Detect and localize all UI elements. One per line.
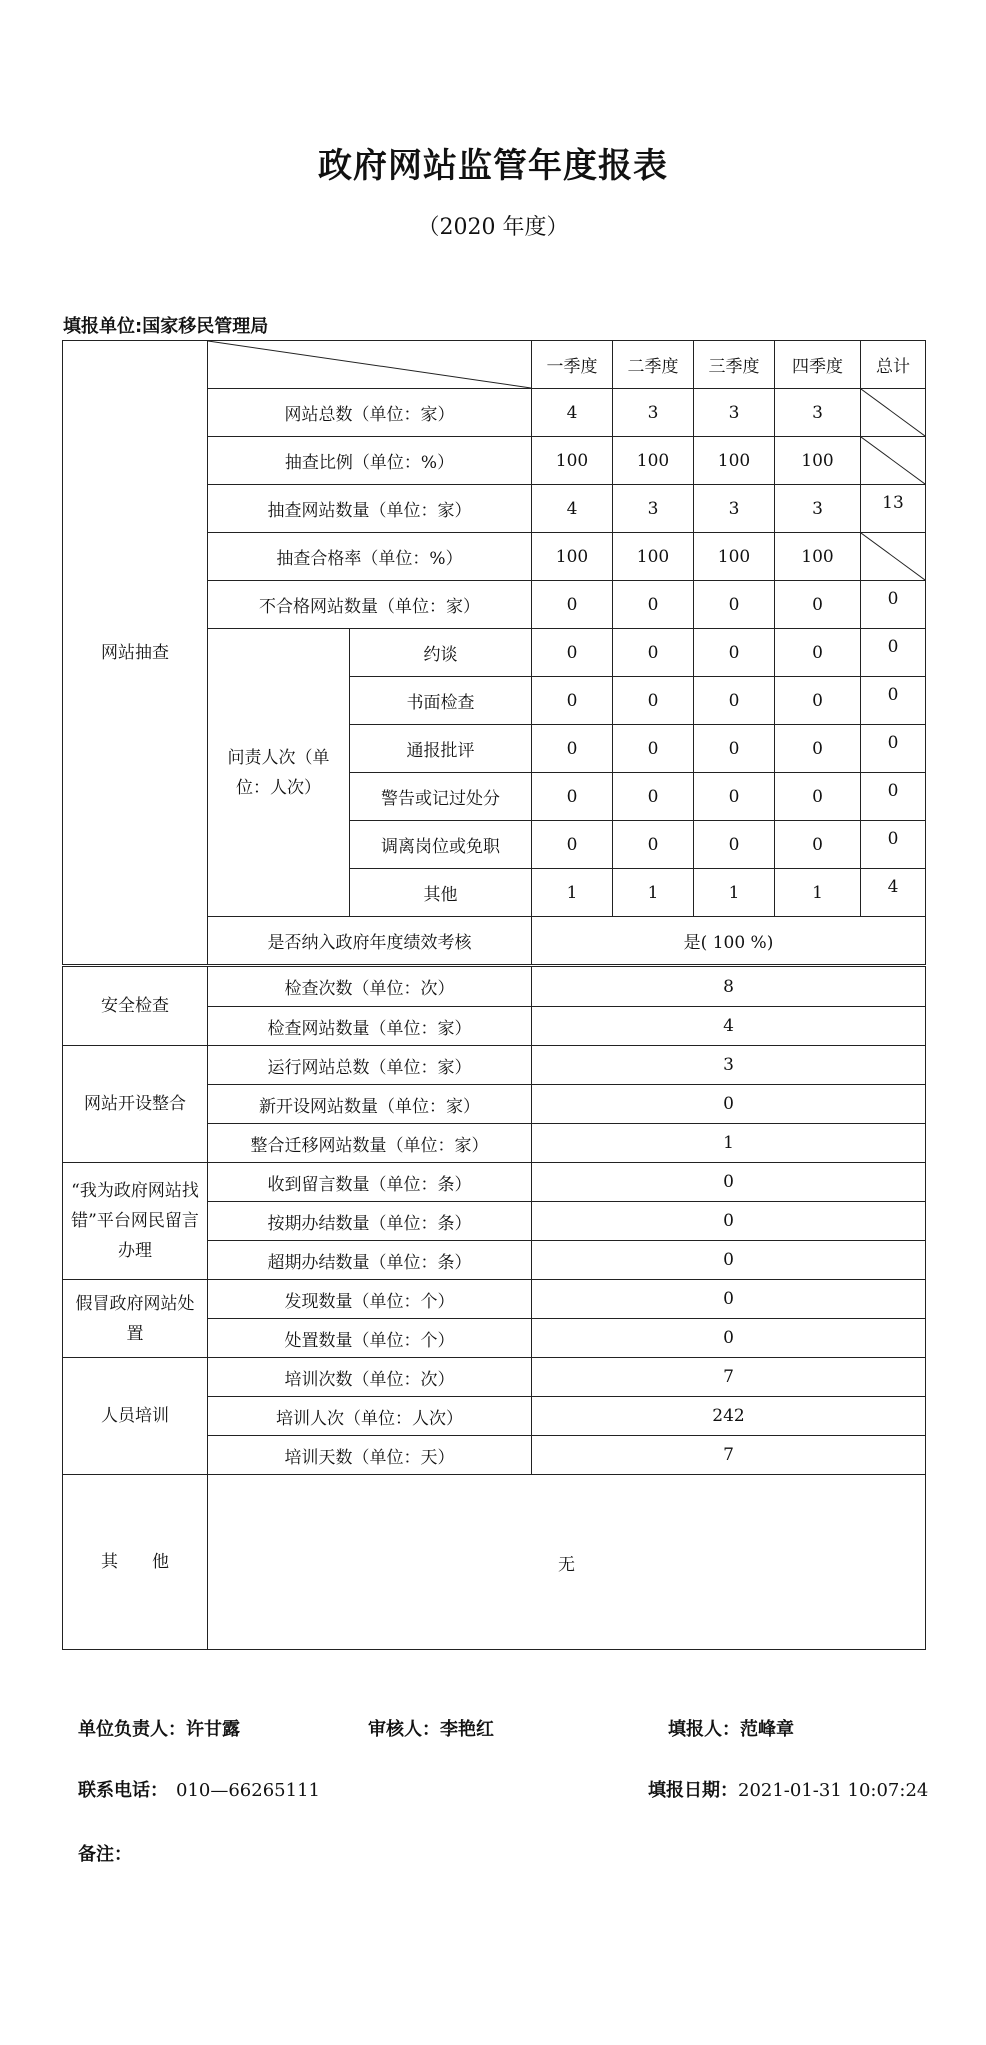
cell-q4: 0 bbox=[775, 821, 861, 869]
cell-total: 0 bbox=[861, 821, 926, 869]
category-spot-check: 网站抽查 bbox=[63, 341, 208, 965]
category-fake-sites: 假冒政府网站处置 bbox=[63, 1280, 208, 1358]
category-training: 人员培训 bbox=[63, 1358, 208, 1475]
cell-q2: 0 bbox=[613, 677, 694, 725]
report-table-lower bbox=[62, 966, 926, 1650]
reviewer-name: 李艳红 bbox=[440, 1719, 494, 1740]
cell-total: 0 bbox=[861, 581, 926, 629]
cell-q3: 100 bbox=[694, 533, 775, 581]
category-security: 安全检查 bbox=[63, 967, 208, 1046]
cell-q3: 3 bbox=[694, 485, 775, 533]
table-row bbox=[63, 1046, 926, 1085]
other-value: 无 bbox=[208, 1475, 926, 1650]
leader-label: 单位负责人： bbox=[78, 1719, 186, 1740]
assessment-value: 是( 100 %) bbox=[532, 917, 926, 965]
cell-value: 0 bbox=[532, 1085, 926, 1124]
row-label: 培训人次（单位：人次） bbox=[208, 1397, 532, 1436]
cell-value: 242 bbox=[532, 1397, 926, 1436]
cell-q2: 100 bbox=[613, 437, 694, 485]
cell-q2: 0 bbox=[613, 581, 694, 629]
cell-q2: 3 bbox=[613, 389, 694, 437]
total-diagonal-cell bbox=[861, 389, 926, 437]
cell-value: 0 bbox=[532, 1241, 926, 1280]
category-other: 其 他 bbox=[63, 1475, 208, 1650]
footer-date bbox=[648, 1776, 928, 1802]
cell-q1: 4 bbox=[532, 389, 613, 437]
date-value: 2021-01-31 10:07:24 bbox=[738, 1780, 929, 1801]
row-label: 调离岗位或免职 bbox=[350, 821, 532, 869]
cell-q1: 4 bbox=[532, 485, 613, 533]
table-row bbox=[63, 1163, 926, 1202]
cell-value: 0 bbox=[532, 1280, 926, 1319]
table-row bbox=[63, 967, 926, 1007]
cell-value: 0 bbox=[532, 1319, 926, 1358]
cell-q1: 0 bbox=[532, 677, 613, 725]
header-q3: 三季度 bbox=[694, 341, 775, 389]
phone-number: 010—66265111 bbox=[176, 1780, 320, 1801]
row-label: 处置数量（单位：个） bbox=[208, 1319, 532, 1358]
cell-total: 4 bbox=[861, 869, 926, 917]
row-label: 抽查合格率（单位：%） bbox=[208, 533, 532, 581]
cell-value: 8 bbox=[532, 967, 926, 1007]
cell-q1: 0 bbox=[532, 821, 613, 869]
cell-q3: 1 bbox=[694, 869, 775, 917]
table-header-row bbox=[63, 341, 926, 389]
cell-q2: 100 bbox=[613, 533, 694, 581]
cell-value: 1 bbox=[532, 1124, 926, 1163]
cell-value: 0 bbox=[532, 1163, 926, 1202]
cell-q4: 3 bbox=[775, 485, 861, 533]
cell-q4: 0 bbox=[775, 725, 861, 773]
report-title: 政府网站监管年度报表 bbox=[318, 146, 668, 186]
row-label: 超期办结数量（单位：条） bbox=[208, 1241, 532, 1280]
cell-q3: 0 bbox=[694, 581, 775, 629]
cell-q2: 0 bbox=[613, 821, 694, 869]
cell-q2: 3 bbox=[613, 485, 694, 533]
phone-label: 联系电话： bbox=[78, 1780, 168, 1801]
cell-value: 0 bbox=[532, 1202, 926, 1241]
row-label: 抽查网站数量（单位：家） bbox=[208, 485, 532, 533]
row-label: 其他 bbox=[350, 869, 532, 917]
header-diagonal-cell bbox=[208, 341, 532, 389]
cell-q2: 1 bbox=[613, 869, 694, 917]
header-q1: 一季度 bbox=[532, 341, 613, 389]
cell-value: 3 bbox=[532, 1046, 926, 1085]
date-label: 填报日期： bbox=[648, 1780, 738, 1801]
row-label: 书面检查 bbox=[350, 677, 532, 725]
reviewer-label: 审核人： bbox=[368, 1719, 440, 1740]
reporting-unit: 填报单位:国家移民管理局 bbox=[63, 316, 269, 337]
row-label: 培训天数（单位：天） bbox=[208, 1436, 532, 1475]
cell-q3: 0 bbox=[694, 821, 775, 869]
total-diagonal-cell bbox=[861, 437, 926, 485]
row-label: 约谈 bbox=[350, 629, 532, 677]
cell-q4: 100 bbox=[775, 533, 861, 581]
footer-remark bbox=[78, 1840, 132, 1866]
row-label: 检查次数（单位：次） bbox=[208, 967, 532, 1007]
cell-total: 0 bbox=[861, 677, 926, 725]
cell-q4: 0 bbox=[775, 773, 861, 821]
row-label: 培训次数（单位：次） bbox=[208, 1358, 532, 1397]
cell-q1: 100 bbox=[532, 437, 613, 485]
cell-q3: 0 bbox=[694, 677, 775, 725]
cell-q4: 100 bbox=[775, 437, 861, 485]
cell-q1: 1 bbox=[532, 869, 613, 917]
cell-q1: 100 bbox=[532, 533, 613, 581]
cell-q2: 0 bbox=[613, 773, 694, 821]
cell-q3: 0 bbox=[694, 629, 775, 677]
cell-q3: 3 bbox=[694, 389, 775, 437]
footer-filler bbox=[668, 1715, 794, 1741]
row-label: 新开设网站数量（单位：家） bbox=[208, 1085, 532, 1124]
cell-q3: 0 bbox=[694, 725, 775, 773]
row-label: 检查网站数量（单位：家） bbox=[208, 1007, 532, 1046]
assessment-label: 是否纳入政府年度绩效考核 bbox=[208, 917, 532, 965]
row-label: 通报批评 bbox=[350, 725, 532, 773]
accountability-label: 问责人次（单位：人次） bbox=[208, 629, 350, 917]
cell-q1: 0 bbox=[532, 581, 613, 629]
cell-q2: 0 bbox=[613, 725, 694, 773]
footer-phone bbox=[78, 1776, 320, 1802]
filler-name: 范峰章 bbox=[740, 1719, 794, 1740]
report-year: （2020 年度） bbox=[417, 215, 569, 240]
cell-total: 0 bbox=[861, 725, 926, 773]
category-error-platform: “我为政府网站找错”平台网民留言办理 bbox=[63, 1163, 208, 1280]
cell-q4: 3 bbox=[775, 389, 861, 437]
table-row bbox=[63, 1358, 926, 1397]
cell-total: 13 bbox=[861, 485, 926, 533]
row-label: 收到留言数量（单位：条） bbox=[208, 1163, 532, 1202]
category-integration: 网站开设整合 bbox=[63, 1046, 208, 1163]
row-label: 抽查比例（单位：%） bbox=[208, 437, 532, 485]
table-row bbox=[63, 1280, 926, 1319]
leader-name: 许甘露 bbox=[186, 1719, 240, 1740]
cell-q4: 0 bbox=[775, 629, 861, 677]
row-label: 整合迁移网站数量（单位：家） bbox=[208, 1124, 532, 1163]
cell-q1: 0 bbox=[532, 773, 613, 821]
row-label: 按期办结数量（单位：条） bbox=[208, 1202, 532, 1241]
filler-label: 填报人： bbox=[668, 1719, 740, 1740]
row-label: 运行网站总数（单位：家） bbox=[208, 1046, 532, 1085]
total-diagonal-cell bbox=[861, 533, 926, 581]
cell-value: 7 bbox=[532, 1436, 926, 1475]
row-label: 发现数量（单位：个） bbox=[208, 1280, 532, 1319]
cell-q3: 100 bbox=[694, 437, 775, 485]
cell-q4: 0 bbox=[775, 677, 861, 725]
cell-q2: 0 bbox=[613, 629, 694, 677]
cell-total: 0 bbox=[861, 629, 926, 677]
header-q4: 四季度 bbox=[775, 341, 861, 389]
footer-leader bbox=[78, 1715, 240, 1741]
cell-q4: 0 bbox=[775, 581, 861, 629]
cell-q1: 0 bbox=[532, 725, 613, 773]
cell-total: 0 bbox=[861, 773, 926, 821]
cell-q1: 0 bbox=[532, 629, 613, 677]
header-total: 总计 bbox=[861, 341, 926, 389]
header-q2: 二季度 bbox=[613, 341, 694, 389]
cell-value: 4 bbox=[532, 1007, 926, 1046]
footer-reviewer bbox=[368, 1715, 494, 1741]
row-label: 不合格网站数量（单位：家） bbox=[208, 581, 532, 629]
report-table bbox=[62, 340, 926, 965]
cell-q4: 1 bbox=[775, 869, 861, 917]
table-row bbox=[63, 1475, 926, 1650]
cell-q3: 0 bbox=[694, 773, 775, 821]
cell-value: 7 bbox=[532, 1358, 926, 1397]
row-label: 警告或记过处分 bbox=[350, 773, 532, 821]
row-label: 网站总数（单位：家） bbox=[208, 389, 532, 437]
remark-label: 备注： bbox=[78, 1844, 132, 1865]
